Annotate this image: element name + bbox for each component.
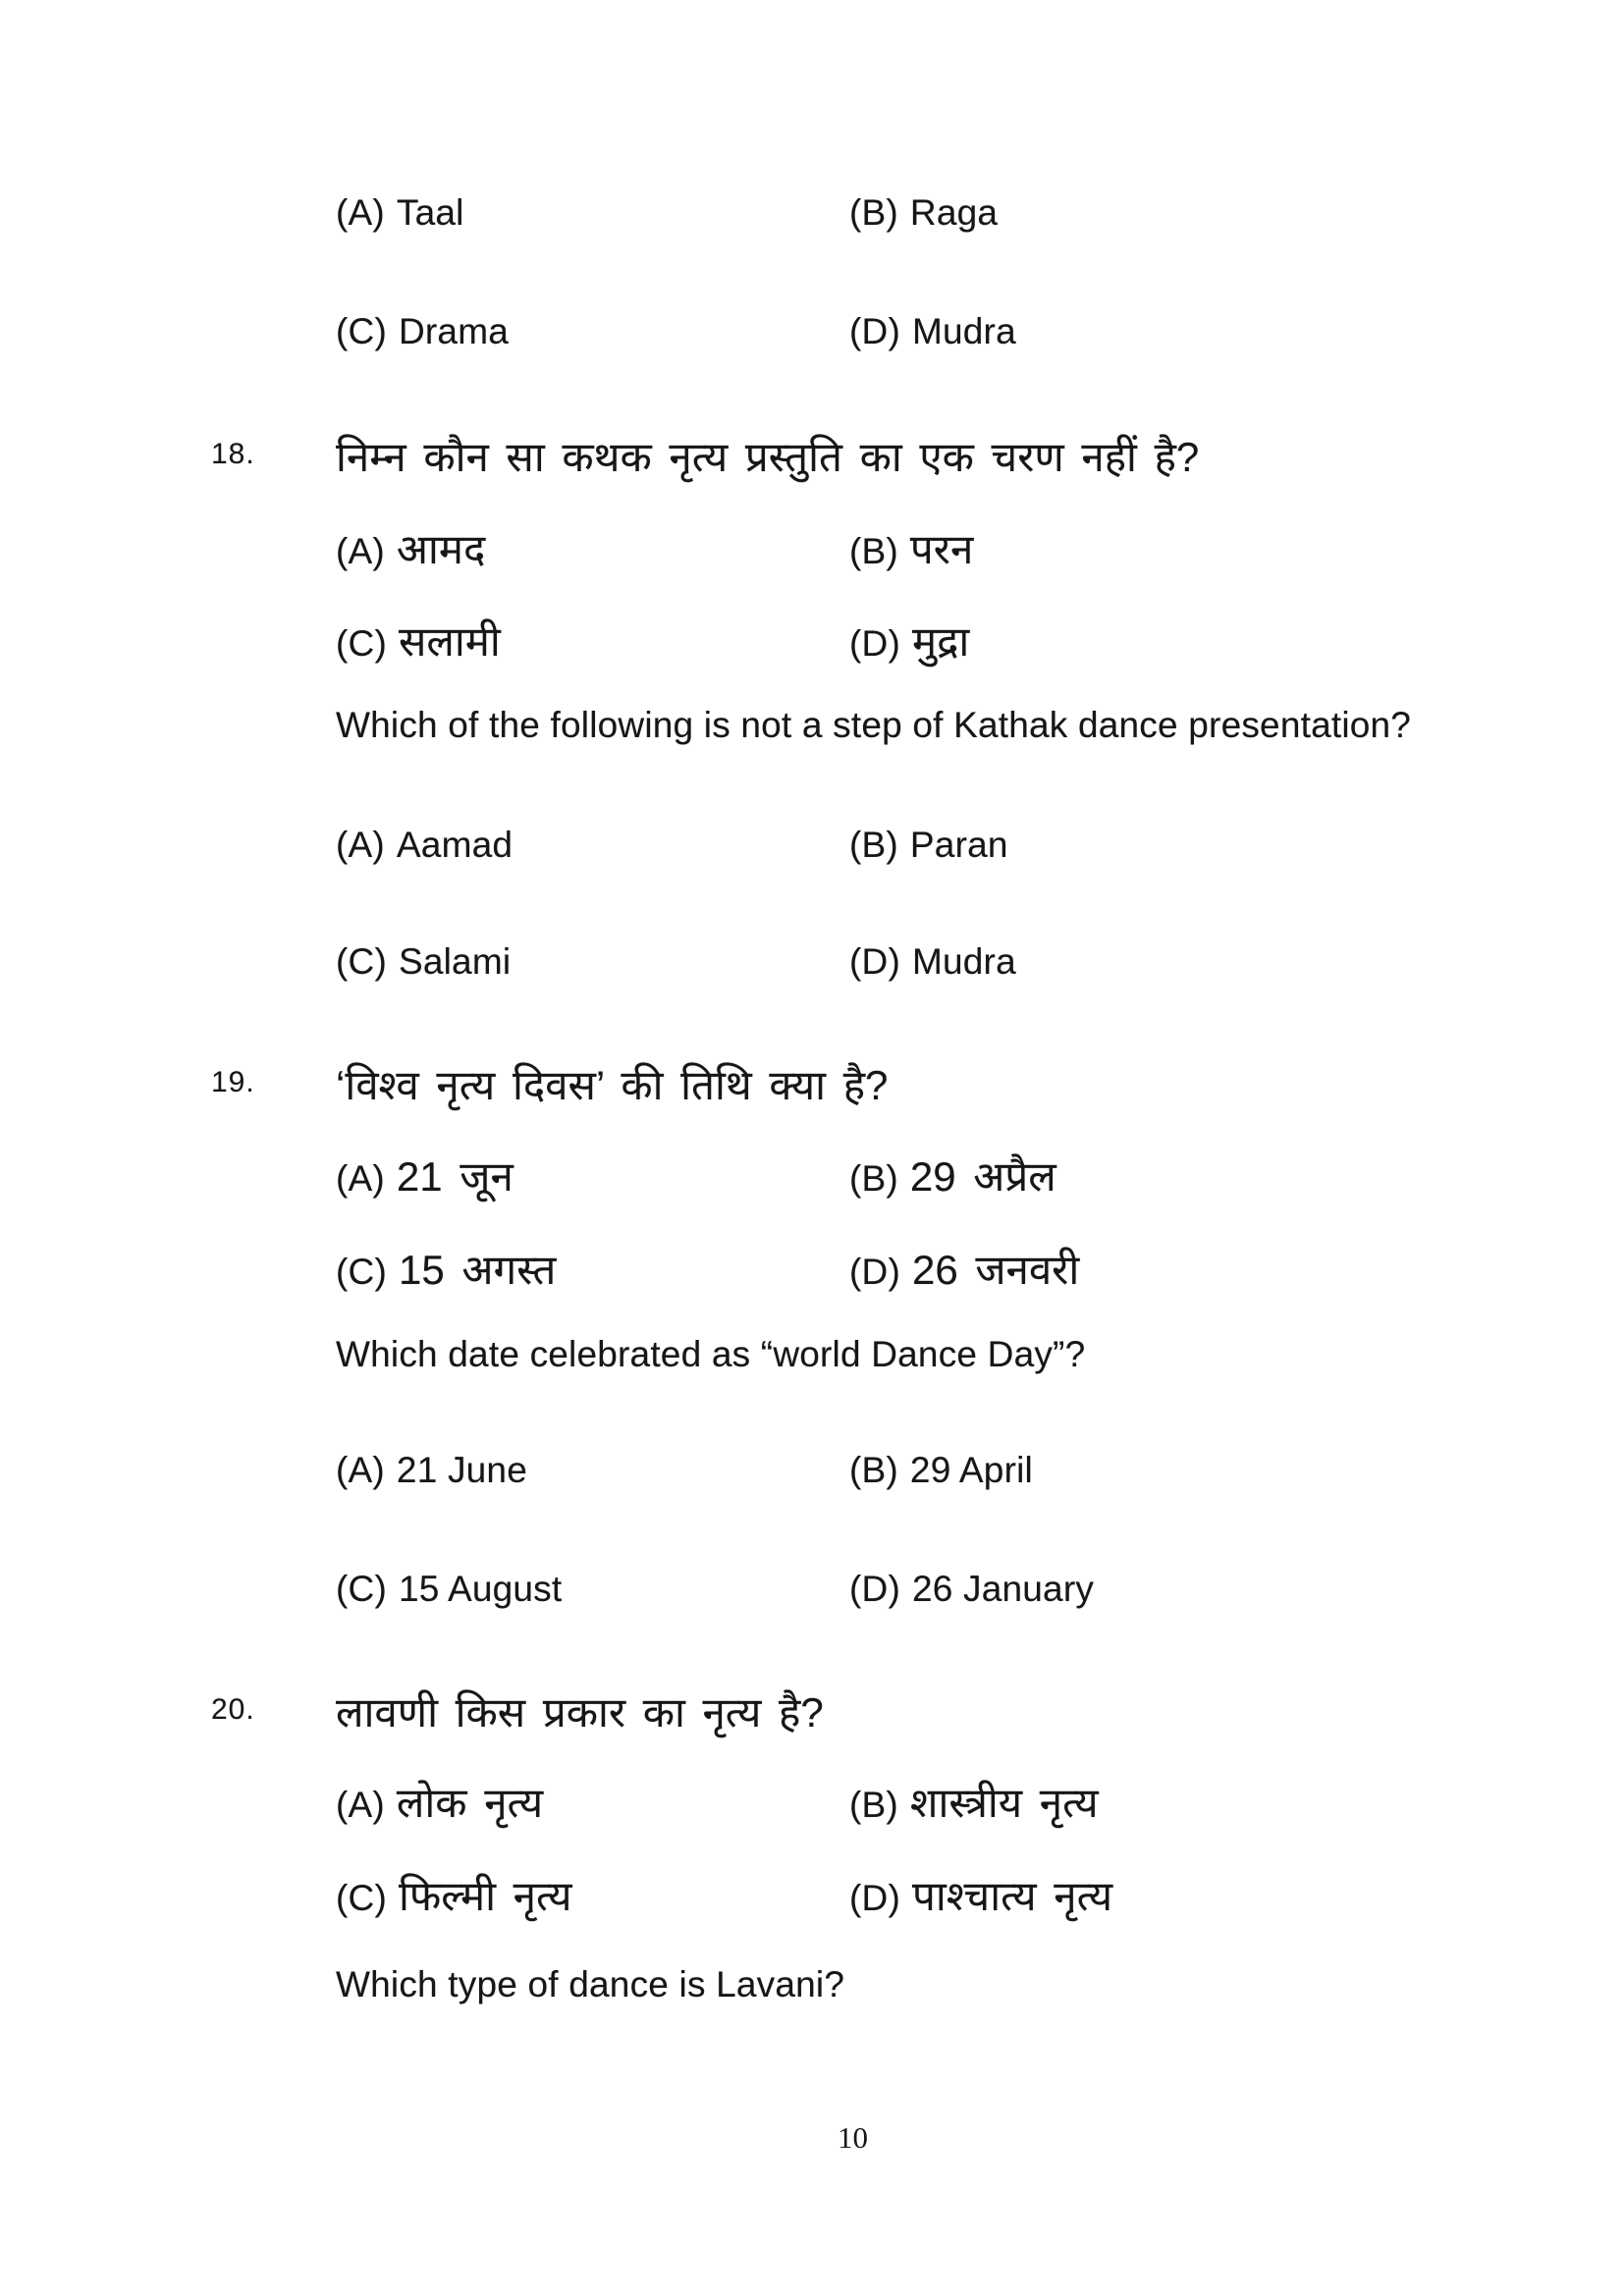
option-c bbox=[336, 1569, 562, 1610]
option-a bbox=[336, 1450, 527, 1491]
option-d bbox=[849, 311, 1016, 352]
option-a-text: 21 June bbox=[396, 1450, 527, 1490]
option-b-key: (B) bbox=[849, 531, 898, 571]
option-d-key: (D) bbox=[849, 941, 900, 982]
option-a-key: (A) bbox=[336, 825, 385, 865]
option-a-key: (A) bbox=[336, 1785, 385, 1825]
option-a-key: (A) bbox=[336, 1450, 385, 1490]
option-a bbox=[336, 1774, 543, 1830]
option-d-key: (D) bbox=[849, 311, 900, 351]
option-c bbox=[336, 941, 511, 983]
q18-english-question: Which of the following is not a step of Kathak dance presentation? bbox=[336, 705, 1412, 745]
option-b bbox=[849, 520, 973, 576]
option-a bbox=[336, 520, 485, 576]
q20-english-question: Which type of dance is Lavani? bbox=[336, 1964, 845, 2004]
option-d-text: 26 जनवरी bbox=[911, 1247, 1080, 1293]
option-d-text: मुद्रा bbox=[911, 618, 970, 665]
option-b bbox=[849, 192, 998, 234]
option-d-text: 26 January bbox=[911, 1569, 1095, 1609]
option-c-key: (C) bbox=[336, 311, 387, 351]
option-b bbox=[849, 1450, 1033, 1491]
option-d bbox=[849, 1569, 1094, 1610]
option-b-key: (B) bbox=[849, 825, 898, 865]
option-a-text: Taal bbox=[396, 192, 464, 233]
option-b bbox=[849, 1774, 1099, 1830]
q19-hindi-question: ‘विश्व नृत्य दिवस’ की तिथि क्या है? bbox=[336, 1062, 889, 1108]
option-b bbox=[849, 1148, 1056, 1203]
option-b bbox=[849, 825, 1008, 866]
option-a bbox=[336, 825, 513, 866]
option-b-text: 29 April bbox=[909, 1450, 1033, 1490]
option-c-key: (C) bbox=[336, 1252, 387, 1292]
q19-number: 19. bbox=[211, 1066, 255, 1098]
option-b-text: 29 अप्रैल bbox=[909, 1153, 1056, 1200]
option-d-key: (D) bbox=[849, 1878, 900, 1918]
option-d bbox=[849, 1867, 1112, 1923]
page-number: 10 bbox=[838, 2120, 868, 2155]
option-d bbox=[849, 613, 969, 668]
option-d-key: (D) bbox=[849, 1569, 900, 1609]
option-b-key: (B) bbox=[849, 192, 898, 233]
option-c-key: (C) bbox=[336, 941, 387, 982]
q18-hindi-question: निम्न कौन सा कथक नृत्य प्रस्तुति का एक चरण नहीं है? bbox=[336, 434, 1200, 480]
option-b-key: (B) bbox=[849, 1450, 898, 1490]
option-a-text: लोक नृत्य bbox=[396, 1780, 544, 1826]
q19-english-question: Which date celebrated as “world Dance Day”? bbox=[336, 1334, 1086, 1374]
option-c-key: (C) bbox=[336, 1878, 387, 1918]
option-c-text: फिल्मी नृत्य bbox=[398, 1873, 572, 1919]
option-d bbox=[849, 1241, 1079, 1297]
option-a bbox=[336, 1148, 514, 1203]
option-c bbox=[336, 311, 509, 352]
option-c-key: (C) bbox=[336, 623, 387, 664]
option-c-key: (C) bbox=[336, 1569, 387, 1609]
option-c-text: 15 August bbox=[398, 1569, 563, 1609]
option-d-key: (D) bbox=[849, 1252, 900, 1292]
option-d bbox=[849, 941, 1016, 983]
option-b-text: Paran bbox=[909, 825, 1008, 865]
option-c-text: Drama bbox=[398, 311, 509, 351]
option-b-key: (B) bbox=[849, 1785, 898, 1825]
option-b-key: (B) bbox=[849, 1158, 898, 1199]
option-c bbox=[336, 613, 501, 668]
option-a-text: 21 जून bbox=[396, 1153, 514, 1200]
option-b-text: शास्त्रीय नृत्य bbox=[909, 1780, 1099, 1826]
q20-number: 20. bbox=[211, 1693, 255, 1726]
option-a bbox=[336, 192, 464, 234]
option-d-text: Mudra bbox=[911, 311, 1016, 351]
option-a-key: (A) bbox=[336, 531, 385, 571]
option-c bbox=[336, 1241, 556, 1297]
option-c-text: Salami bbox=[398, 941, 512, 982]
option-d-text: पाश्चात्य नृत्य bbox=[911, 1873, 1113, 1919]
option-a-text: Aamad bbox=[396, 825, 514, 865]
option-b-text: परन bbox=[909, 526, 974, 572]
option-a-key: (A) bbox=[336, 1158, 385, 1199]
q18-number: 18. bbox=[211, 438, 255, 470]
option-c-text: 15 अगस्त bbox=[398, 1247, 557, 1293]
q20-hindi-question: लावणी किस प्रकार का नृत्य है? bbox=[336, 1689, 824, 1735]
option-d-text: Mudra bbox=[911, 941, 1016, 982]
option-b-text: Raga bbox=[909, 192, 999, 233]
option-d-key: (D) bbox=[849, 623, 900, 664]
option-a-text: आमद bbox=[396, 526, 486, 572]
option-c-text: सलामी bbox=[398, 618, 501, 665]
option-c bbox=[336, 1867, 571, 1923]
option-a-key: (A) bbox=[336, 192, 385, 233]
